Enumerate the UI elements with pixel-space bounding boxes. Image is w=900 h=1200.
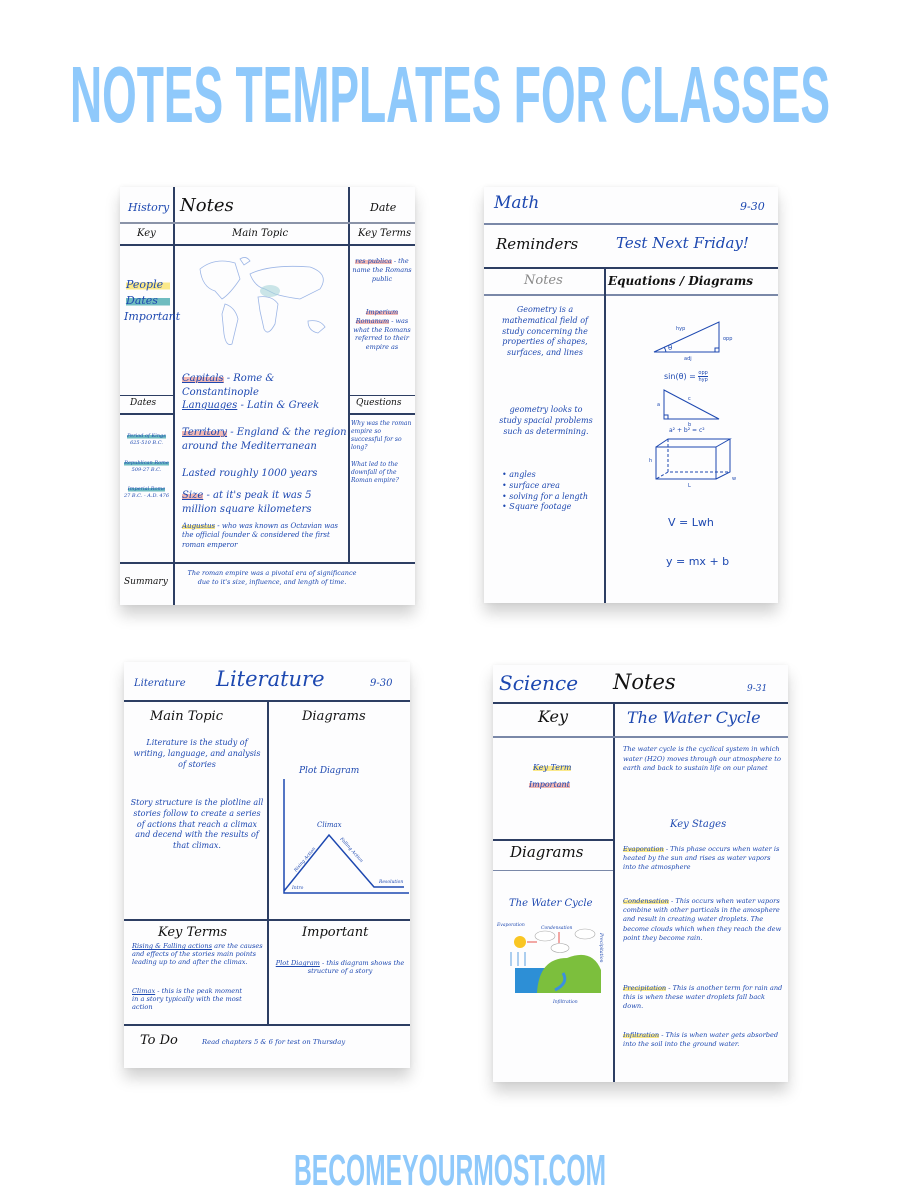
bullet-item: • solving for a length [502, 492, 597, 503]
cloud-icon [575, 929, 595, 939]
volume-equation: V = Lwh [668, 516, 714, 529]
key-term [352, 257, 412, 283]
main-topic-label: Main Topic [232, 228, 289, 239]
term: Imperium Romanum [355, 308, 399, 325]
label-evaporation: Evaporation [497, 923, 525, 928]
label-falling-action: Falling Action [338, 836, 364, 864]
definition: - this diagram shows the structure of a story [307, 959, 405, 975]
era: Imperial Rome [127, 486, 166, 492]
key-terms-label: Key Terms [358, 228, 412, 239]
key-item-people: People [126, 278, 170, 291]
dates-label: Dates [130, 398, 157, 408]
fact [182, 426, 347, 453]
key-label: Key [137, 228, 156, 239]
label-rising-action: Rising Action [293, 846, 318, 874]
roman-empire-region [260, 285, 280, 297]
label-climax: Climax [317, 821, 342, 829]
fact [182, 522, 347, 550]
era-range: 509-27 B.C. [131, 466, 162, 473]
label-condensation: Condensation [541, 926, 573, 931]
definition: - This phase occurs when water is heated by the sun and rises as water vapors into the atmosphere [623, 845, 780, 872]
subject-label: Math [494, 193, 540, 213]
bullet-item: • Square footage [502, 502, 597, 513]
fact-text: Lasted roughly 1000 years [182, 468, 318, 479]
label-w: w [732, 476, 737, 482]
term: Condensation [623, 897, 669, 905]
math-notes-template [484, 187, 778, 603]
date-label: Date [370, 201, 397, 214]
divider [348, 395, 415, 396]
bullet-item: • angles [502, 470, 597, 481]
subject-label: Science [499, 671, 579, 695]
divider [120, 395, 173, 396]
summary-label: Summary [124, 577, 168, 587]
reminder-text: Test Next Friday! [616, 234, 749, 252]
diagram-title: The Water Cycle [509, 898, 593, 909]
fact [182, 489, 347, 516]
stage-evaporation [623, 845, 783, 873]
term: Rising & Falling actions [132, 942, 213, 950]
term: res publica [355, 257, 392, 265]
notes-label: Notes [524, 273, 563, 288]
main-paragraph: Story structure is the plotline all stories follow to create a series of actions that reach a climax and decend with the results of that climax. [130, 798, 264, 851]
sine-equation [664, 370, 708, 383]
fact-text: - Rome & Constantinople [182, 373, 275, 398]
water-cycle-illustration [497, 918, 609, 1008]
stage-infiltration [623, 1031, 783, 1049]
era: Period of Kings [127, 433, 166, 439]
literature-notes-template [124, 662, 410, 1068]
divider [124, 919, 410, 921]
key-terms-label: Key Terms [158, 925, 228, 940]
definition: - was what the Romans referred to their empire as [353, 316, 411, 352]
label-resolution: Resolution [379, 880, 404, 885]
rectangular-prism [656, 447, 716, 479]
label-b: b [688, 422, 692, 428]
divider [120, 222, 415, 224]
intro-paragraph: The water cycle is the cyclical system in which water (H2O) moves through our atmosphere to earth and back to sustain life on our planet [623, 745, 781, 773]
divider [493, 736, 788, 738]
term: Augustus [182, 522, 216, 530]
todo-text: Read chapters 5 & 6 for test on Thursday [202, 1038, 346, 1046]
summary-text: The roman empire was a pivotal era of significance due to it's size, influence, and length of time. [187, 569, 357, 586]
era-range: 27 B.C. - A.D. 476 [123, 492, 170, 499]
definition: - This is when water gets absorbed into the soil into the ground water. [623, 1031, 779, 1049]
divider [604, 267, 606, 603]
key-item-key-term: Key Term [533, 763, 572, 772]
question: Why was the roman empire so successful for so long? [351, 420, 412, 452]
notes-paragraph: Geometry is a mathematical field of study concerning the properties of shapes, surfaces, and lines [501, 305, 588, 358]
denominator: hyp [698, 377, 708, 383]
term: Languages [182, 400, 238, 411]
equations-label: Equations / Diagrams [608, 274, 754, 288]
mountain [537, 955, 601, 993]
label-opp: opp [723, 336, 733, 342]
term: Capitals [182, 373, 224, 384]
fact-text: - England & the region around the Mediterranean [182, 427, 347, 452]
numerator: opp [698, 370, 708, 376]
page-title [70, 50, 830, 139]
date-entry [120, 433, 173, 447]
heading: Notes [613, 670, 676, 694]
fact [182, 399, 347, 413]
key-item-dates: Dates [126, 294, 170, 307]
label-a: a [657, 402, 661, 408]
diagrams-label: Diagrams [510, 843, 584, 861]
stage-condensation [623, 897, 783, 943]
world-map-image [180, 249, 345, 359]
key-term [132, 988, 242, 1012]
fact [182, 467, 347, 481]
divider [493, 702, 788, 704]
label-adj: adj [684, 356, 692, 362]
definition: - This occurs when water vapors combine with other particals in the amosphere and result in creating water droplets. The become clouds which when they reach the dew point they become rain. [623, 897, 782, 942]
term: Evaporation [623, 845, 664, 853]
label-intro: Intro [292, 886, 304, 891]
key-item-important: Important [124, 310, 181, 323]
heading: Literature [216, 667, 325, 691]
plot-diagram-title: Plot Diagram [299, 766, 360, 776]
science-notes-template [493, 665, 788, 1082]
site-url [294, 1146, 606, 1195]
key-term [132, 943, 264, 967]
definition: - This is another term for rain and this is when these water droplets fall back down. [623, 984, 783, 1011]
term: Size [182, 490, 204, 501]
history-notes-template [120, 187, 415, 605]
date: 9-31 [747, 684, 768, 694]
key-label: Key [538, 707, 569, 726]
divider [173, 187, 175, 605]
label-l: L [688, 483, 691, 489]
sun-icon [514, 936, 526, 948]
definition: are the causes and effects of the stories main points leading up to and after the climax. [132, 942, 263, 966]
reminders-label: Reminders [496, 235, 579, 253]
subject-label: Literature [134, 678, 186, 689]
divider [613, 702, 615, 1082]
line-equation: y = mx + b [666, 555, 730, 568]
date: 9-30 [370, 678, 393, 689]
term: Plot Diagram [275, 959, 320, 967]
geometry-diagrams [644, 312, 754, 502]
questions-label: Questions [356, 398, 402, 408]
divider [120, 562, 415, 564]
bullet-item: • surface area [502, 481, 597, 492]
key-term [351, 308, 413, 352]
topic-title: The Water Cycle [627, 708, 761, 727]
todo-label: To Do [140, 1033, 178, 1048]
question: What led to the downfall of the Roman empire? [351, 461, 399, 485]
page-title-graphic [70, 50, 830, 139]
label-infiltration: Infiltration [553, 1000, 578, 1005]
divider [484, 267, 778, 269]
label-c: c [688, 396, 691, 402]
subject-label: History [128, 201, 170, 214]
cloud-icon [535, 931, 555, 941]
date: 9-30 [740, 200, 765, 213]
site-url-graphic [294, 1146, 606, 1195]
key-item-important: Important [529, 780, 570, 789]
divider [493, 870, 613, 871]
date-entry [120, 460, 173, 474]
label-precipitation: Precipitation [598, 933, 603, 963]
equation-text: sin(θ) = [664, 372, 696, 381]
label-hyp: hyp [676, 326, 686, 332]
date-entry [120, 486, 173, 500]
fact-text: - Latin & Greek [240, 400, 320, 411]
right-triangle-pythagorean [664, 390, 719, 419]
divider [267, 700, 269, 1024]
definition: - the name the Romans public [352, 257, 412, 283]
term: Infiltration [623, 1031, 660, 1039]
heading: Notes [180, 195, 234, 216]
term: Climax [132, 987, 156, 995]
important-label: Important [302, 925, 369, 940]
divider [348, 413, 415, 415]
label-h: h [649, 458, 653, 464]
key-stages-label: Key Stages [670, 819, 727, 830]
fact [182, 372, 347, 399]
era-range: 625-510 B.C. [130, 439, 163, 446]
era: Republican Rome [124, 460, 169, 466]
term: Territory [182, 427, 228, 438]
plot-diagram [274, 777, 409, 897]
divider [124, 1024, 410, 1026]
label-theta: θ [668, 344, 673, 352]
diagrams-label: Diagrams [302, 709, 366, 724]
divider [120, 244, 415, 246]
term: Precipitation [623, 984, 667, 992]
stage-precipitation [623, 984, 783, 1012]
divider [120, 413, 173, 415]
divider [493, 839, 613, 841]
main-topic-label: Main Topic [150, 709, 223, 724]
site-url-text: BECOMEYOURMOST.COM [294, 1146, 606, 1195]
notes-bullet-list [502, 470, 597, 513]
pythagorean-equation: a² + b² = c² [669, 427, 705, 434]
divider [484, 223, 778, 225]
cloud-icon [551, 944, 569, 953]
important-note [274, 960, 406, 976]
main-paragraph: Literature is the study of writing, language, and analysis of stories [133, 738, 261, 769]
fact-text: - who was known as Octavian was the official founder & considered the first roman emperor [182, 522, 338, 549]
fact-text: - at it's peak it was 5 million square kilometers [182, 490, 312, 515]
divider [484, 294, 778, 296]
page-title-text: NOTES TEMPLATES FOR CLASSES [70, 50, 830, 139]
definition: - this is the peak moment in a story typically with the most action [132, 987, 242, 1011]
notes-paragraph: geometry looks to study spacial problems such as determining. [499, 405, 593, 436]
